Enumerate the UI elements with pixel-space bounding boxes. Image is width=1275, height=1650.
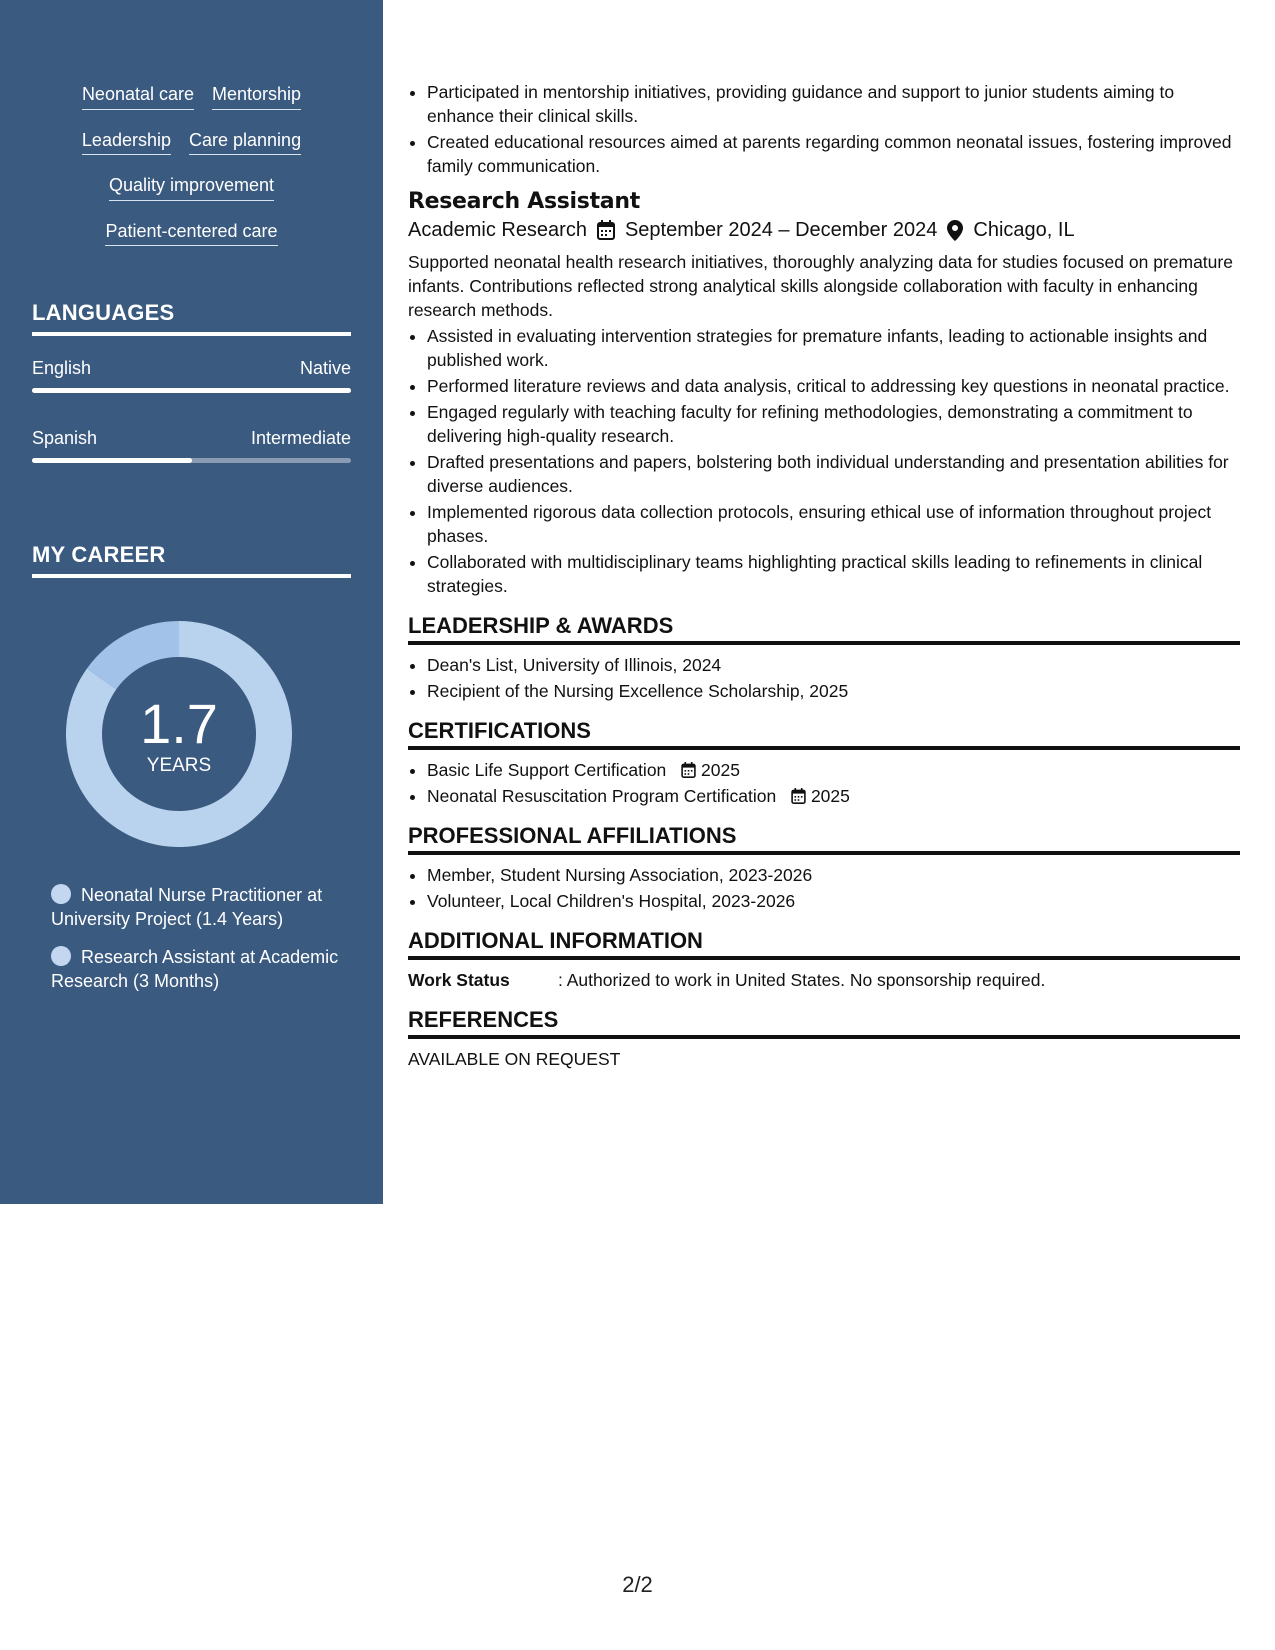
skill-tag: Mentorship (212, 84, 301, 110)
language-spanish (32, 428, 351, 463)
job-meta (408, 218, 1240, 242)
list-item: • Participated in mentorship initiatives, providing guidance and support to junior students aiming to enhance their clinical skills. (427, 80, 1240, 128)
awards-list (408, 653, 1240, 703)
list-item: • Performed literature reviews and data analysis, critical to addressing key questions in neonatal practice. (427, 374, 1240, 398)
career-donut (66, 621, 292, 847)
certifications-list (408, 758, 1240, 808)
languages-heading: LANGUAGES (32, 300, 351, 336)
page-number: 2/2 (622, 1572, 653, 1597)
affiliations-heading: PROFESSIONAL AFFILIATIONS (408, 824, 1240, 855)
cert-date (791, 786, 850, 806)
language-bar-fill (32, 458, 192, 463)
language-bar-fill (32, 388, 351, 393)
skills-list (0, 84, 383, 266)
skill-tag: Leadership (82, 130, 171, 156)
affiliations-list (408, 863, 1240, 913)
legend-dot (51, 946, 71, 966)
cert-year: 2025 (810, 786, 850, 806)
skill-tag: Care planning (189, 130, 301, 156)
list-item: • Recipient of the Nursing Excellence Scholarship, 2025 (427, 679, 1240, 703)
language-name: Spanish (32, 428, 98, 448)
donut-center (66, 621, 292, 847)
list-item (427, 784, 1240, 808)
career-item-text: Research Assistant at Academic Research (3 Months) (51, 947, 339, 991)
list-item: • Engaged regularly with teaching faculty for refining methodologies, demonstrating a commitment to delivering high-quality research. (427, 400, 1240, 448)
additional-info-heading: ADDITIONAL INFORMATION (408, 929, 1240, 960)
skill-tag: Patient-centered care (105, 221, 277, 247)
list-item: • Collaborated with multidisciplinary teams highlighting practical skills leading to refinements in clinical strategies. (427, 550, 1240, 598)
skill-tag: Quality improvement (109, 175, 274, 201)
language-bar (32, 388, 351, 393)
certifications-heading: CERTIFICATIONS (408, 719, 1240, 750)
job-title: Research Assistant (408, 189, 640, 214)
previous-job-bullets (408, 80, 1240, 178)
career-total: 1.7 (140, 692, 218, 755)
awards-heading: LEADERSHIP & AWARDS (408, 614, 1240, 645)
list-item: • Assisted in evaluating intervention strategies for premature infants, leading to actionable insights and published work. (427, 324, 1240, 372)
list-item (427, 758, 1240, 782)
references-text: AVAILABLE ON REQUEST (408, 1049, 621, 1069)
cert-date (681, 760, 740, 780)
sidebar (0, 0, 383, 1204)
skill-tag: Neonatal care (82, 84, 194, 110)
career-unit: YEARS (146, 755, 212, 776)
career-item-text: Neonatal Nurse Practitioner at University Project (1.4 Years) (51, 885, 323, 929)
list-item: • Volunteer, Local Children's Hospital, 2023-2026 (427, 889, 1240, 913)
career-item (51, 945, 351, 993)
list-item: • Implemented rigorous data collection protocols, ensuring ethical use of information throughout project phases. (427, 500, 1240, 548)
language-bar (32, 458, 351, 463)
list-item: • Member, Student Nursing Association, 2023-2026 (427, 863, 1240, 887)
calendar-icon (597, 220, 615, 240)
main-content (408, 80, 1240, 1071)
skill-row (0, 84, 383, 110)
skill-row (0, 130, 383, 156)
career-item (51, 883, 351, 931)
list-item: • Created educational resources aimed at parents regarding common neonatal issues, fostering improved family communication. (427, 130, 1240, 178)
job-dates: September 2024 – December 2024 (624, 219, 938, 241)
calendar-icon (681, 762, 696, 778)
calendar-icon (791, 788, 806, 804)
list-item: • Drafted presentations and papers, bolstering both individual understanding and presentation abilities for diverse audiences. (427, 450, 1240, 498)
work-status-value: : Authorized to work in United States. No sponsorship required. (558, 970, 1046, 990)
skill-row (0, 175, 383, 201)
cert-name: Basic Life Support Certification (427, 760, 667, 780)
cert-name: Neonatal Resuscitation Program Certification (427, 786, 777, 806)
job-description: Supported neonatal health research initiatives, thoroughly analyzing data for studies focused on premature infants. Contributions reflected strong analytical skills alongside collaboration with faculty in enhancing research methods. (408, 252, 1233, 320)
language-name: English (32, 358, 92, 378)
work-status-row (408, 968, 1240, 992)
cert-year: 2025 (701, 760, 740, 780)
career-heading: MY CAREER (32, 542, 351, 578)
job-location: Chicago, IL (973, 219, 1075, 241)
skill-row (0, 221, 383, 247)
legend-dot (51, 884, 71, 904)
language-level: Native (299, 358, 351, 378)
job-company: Academic Research (408, 219, 587, 241)
work-status-label: Work Status (408, 970, 510, 990)
job-bullets (408, 324, 1240, 598)
list-item: • Dean's List, University of Illinois, 2024 (427, 653, 1240, 677)
language-level: Intermediate (250, 428, 351, 448)
location-pin-icon (947, 220, 963, 241)
references-heading: REFERENCES (408, 1008, 1240, 1039)
language-english (32, 358, 351, 393)
